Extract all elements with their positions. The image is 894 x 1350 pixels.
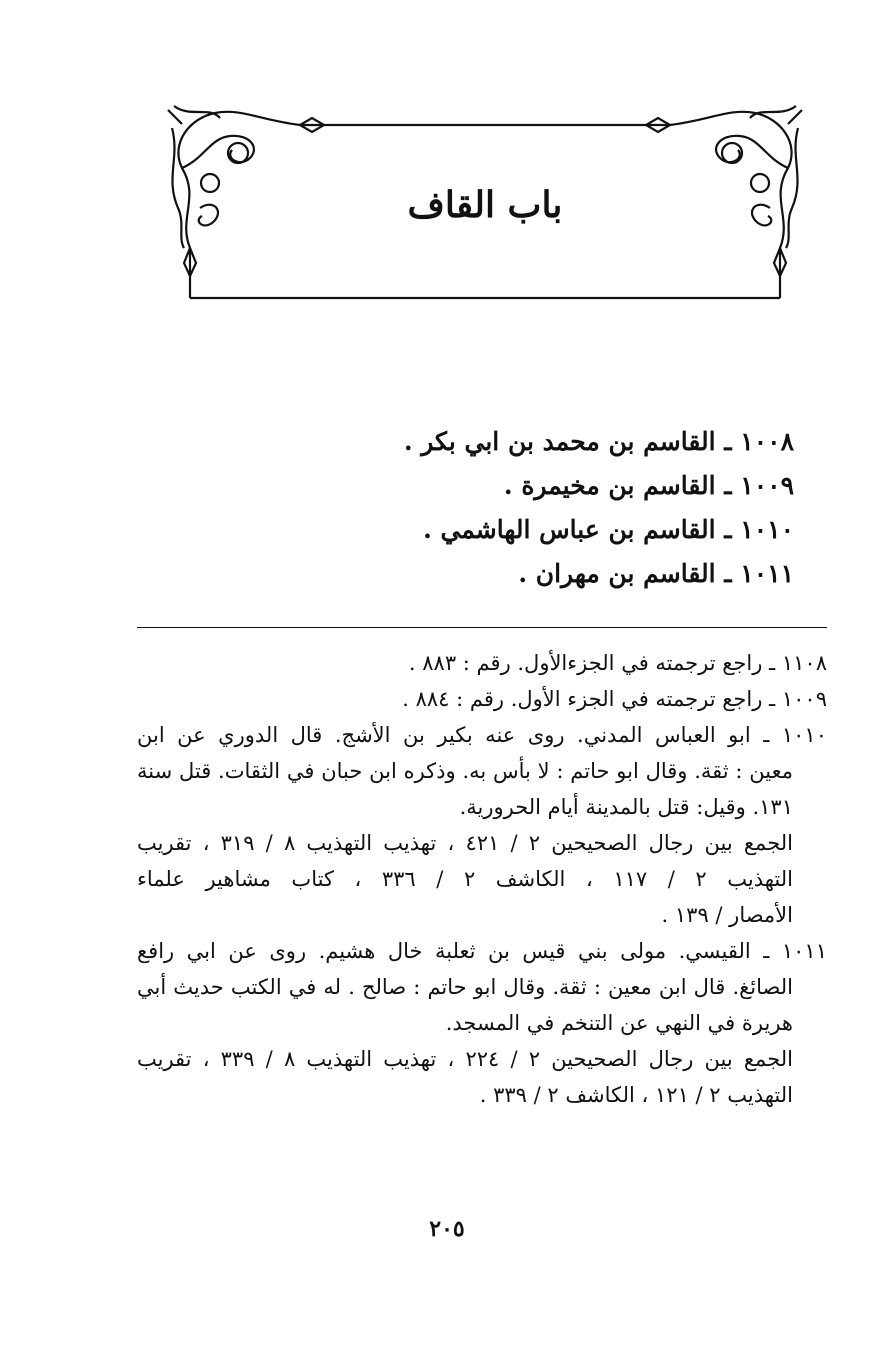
- list-item: ١٠١١ ـ القاسم بن مهران .: [518, 559, 794, 588]
- footnote-line: الصائغ. قال ابن معين : ثقة. وقال ابو حاتم : صالح . له في الكتب حديث أبي: [137, 975, 793, 999]
- chapter-title: باب القاف: [407, 184, 563, 226]
- footnotes: [137, 645, 827, 1113]
- list-item: ١٠١٠ ـ القاسم بن عباس الهاشمي .: [423, 515, 794, 544]
- footnote-line: معين : ثقة. وقال ابو حاتم : لا بأس به. وذكره ابن حبان في الثقات. قتل سنة: [137, 759, 793, 783]
- footnote-line: ١٠١١ ـ القيسي. مولى بني قيس بن ثعلبة خال هشيم. روى عن ابي رافع: [137, 939, 827, 963]
- footnote-divider: [137, 627, 827, 628]
- page-number: ٢٠٥: [429, 1216, 465, 1242]
- footnote-line: ١٣١. وقيل: قتل بالمدينة أيام الحرورية.: [459, 795, 793, 819]
- footnote-line: هريرة في النهي عن التنخم في المسجد.: [445, 1011, 793, 1035]
- entry-list: [234, 420, 794, 596]
- list-item: ١٠٠٩ ـ القاسم بن مخيمرة .: [503, 471, 794, 500]
- footnote-line: الجمع بين رجال الصحيحين ٢ / ٤٢١ ، تهذيب التهذيب ٨ / ٣١٩ ، تقريب: [137, 831, 793, 855]
- footnote-line: ١١٠٨ ـ راجع ترجمته في الجزءالأول. رقم : ٨٨٣ .: [408, 651, 827, 675]
- footnote-line: التهذيب ٢ / ١٢١ ، الكاشف ٢ / ٣٣٩ .: [479, 1083, 793, 1107]
- footnote-line: ١٠٠٩ ـ راجع ترجمته في الجزء الأول. رقم : ٨٨٤ .: [402, 687, 827, 711]
- chapter-frame: [160, 98, 810, 304]
- list-item: ١٠٠٨ ـ القاسم بن محمد بن ابي بكر .: [403, 427, 794, 456]
- footnote-line: الجمع بين رجال الصحيحين ٢ / ٢٢٤ ، تهذيب التهذيب ٨ / ٣٣٩ ، تقريب: [137, 1047, 793, 1071]
- footnote-line: ١٠١٠ ـ ابو العباس المدني. روى عنه بكير بن الأشج. قال الدوري عن ابن: [137, 723, 827, 747]
- footnote-line: الأمصار / ١٣٩ .: [661, 903, 793, 927]
- footnote-line: التهذيب ٢ / ١١٧ ، الكاشف ٢ / ٣٣٦ ، كتاب مشاهير علماء: [137, 867, 793, 891]
